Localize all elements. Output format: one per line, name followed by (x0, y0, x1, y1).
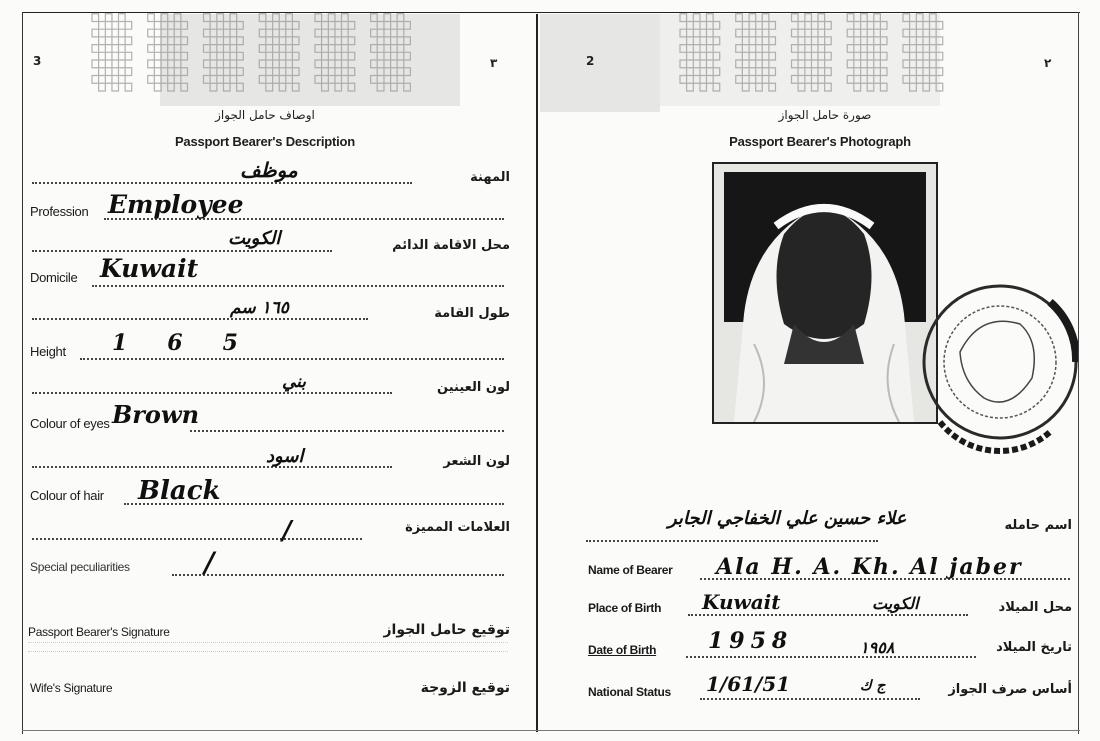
place-of-birth-label: Place of Birth (588, 601, 662, 615)
eyes-value: Brown (112, 400, 200, 429)
national-status-value: 1/61/51 (706, 672, 791, 696)
description-heading: Passport Bearer's Description (174, 134, 356, 149)
place-of-birth-value: Kuwait (702, 590, 781, 614)
hair-label: Colour of hair (30, 488, 104, 503)
national-status-label-arabic: أساس صرف الجواز (948, 682, 1072, 697)
description-heading-arabic: اوصاف حامل الجواز (215, 108, 315, 122)
domicile-label: Domicile (30, 270, 78, 285)
place-of-birth-label-arabic: محل الميلاد (998, 600, 1072, 615)
profession-value: Employee (108, 190, 244, 219)
page-number-arabic: ٣ (490, 56, 498, 70)
frame-left-border (22, 12, 23, 734)
height-label-arabic: طول القامة (434, 306, 510, 321)
profession-value-arabic: موظف (240, 158, 298, 182)
national-status-label: National Status (588, 685, 671, 699)
date-of-birth-label: Date of Birth (588, 643, 657, 657)
date-of-birth-label-arabic: تاريخ الميلاد (996, 640, 1072, 655)
perforated-serial-left: ▒▒▒▒▒▒ (92, 14, 427, 91)
ministry-stamp-icon (900, 262, 1078, 458)
page-number-arabic: ٢ (1044, 56, 1052, 70)
bearer-signature-label-arabic: توقيع حامل الجواز (383, 622, 510, 638)
dotted-line (80, 358, 504, 360)
dotted-line (32, 250, 332, 252)
date-of-birth-value: 1958 (708, 628, 794, 654)
peculiarities-value: / (282, 516, 292, 546)
page-fold-line (536, 14, 538, 732)
wife-signature-label: Wife's Signature (30, 681, 113, 695)
date-of-birth-value-arabic: ١٩٥٨ (860, 638, 895, 657)
peculiarities-value: / (204, 546, 215, 579)
dotted-line (92, 285, 504, 287)
dotted-line (32, 182, 412, 184)
height-label: Height (30, 344, 66, 359)
frame-bottom-border (22, 730, 1080, 731)
national-status-value-arabic: ج ك (860, 678, 886, 694)
hair-value: Black (138, 476, 221, 506)
dotted-line (190, 430, 504, 432)
wife-signature-label-arabic: توقيع الزوجة (420, 680, 510, 696)
profession-label-arabic: المهنة (470, 170, 510, 185)
frame-top-border (22, 12, 1080, 13)
dotted-line (32, 538, 362, 540)
dotted-line (172, 574, 504, 576)
page-number: 2 (586, 54, 595, 68)
dotted-line (700, 698, 920, 700)
eyes-value-arabic: بني (282, 372, 307, 392)
scan-shade (540, 14, 660, 112)
height-value-arabic: ١٦٥ سم (230, 298, 289, 318)
frame-right-border (1078, 12, 1079, 734)
eyes-label-arabic: لون العينين (437, 380, 510, 395)
hair-value-arabic: اسود (266, 446, 304, 467)
peculiarities-label-arabic: العلامات المميزة (405, 520, 510, 535)
name-label-arabic: اسم حامله (1004, 518, 1072, 533)
name-label: Name of Bearer (588, 563, 673, 577)
domicile-label-arabic: محل الاقامة الدائم (392, 238, 510, 253)
faded-stamp-line (28, 642, 508, 652)
dotted-line (32, 466, 392, 468)
place-of-birth-value-arabic: الكويت (872, 594, 919, 613)
dotted-line (688, 614, 968, 616)
name-value: Ala H. A. Kh. Al jaber (716, 554, 1023, 580)
height-value: 165 (112, 330, 278, 356)
peculiarities-label: Special peculiarities (30, 560, 130, 574)
domicile-value: Kuwait (100, 254, 199, 283)
photograph-heading: Passport Bearer's Photograph (729, 134, 911, 149)
bearer-signature-label: Passport Bearer's Signature (28, 625, 170, 639)
eyes-label: Colour of eyes (30, 416, 110, 431)
dotted-line (32, 318, 368, 320)
dotted-line (32, 392, 392, 394)
hair-label-arabic: لون الشعر (443, 454, 510, 469)
photograph-heading-arabic: صورة حامل الجواز (778, 108, 872, 122)
dotted-line (686, 656, 976, 658)
page-number: 3 (33, 54, 42, 68)
perforated-serial-right: ▒▒▒▒▒ (680, 14, 959, 91)
dotted-line (586, 540, 878, 542)
domicile-value-arabic: الكويت (228, 228, 281, 249)
profession-label: Profession (30, 204, 89, 219)
name-value-arabic: علاء حسين علي الخفاجي الجابر (668, 508, 907, 529)
